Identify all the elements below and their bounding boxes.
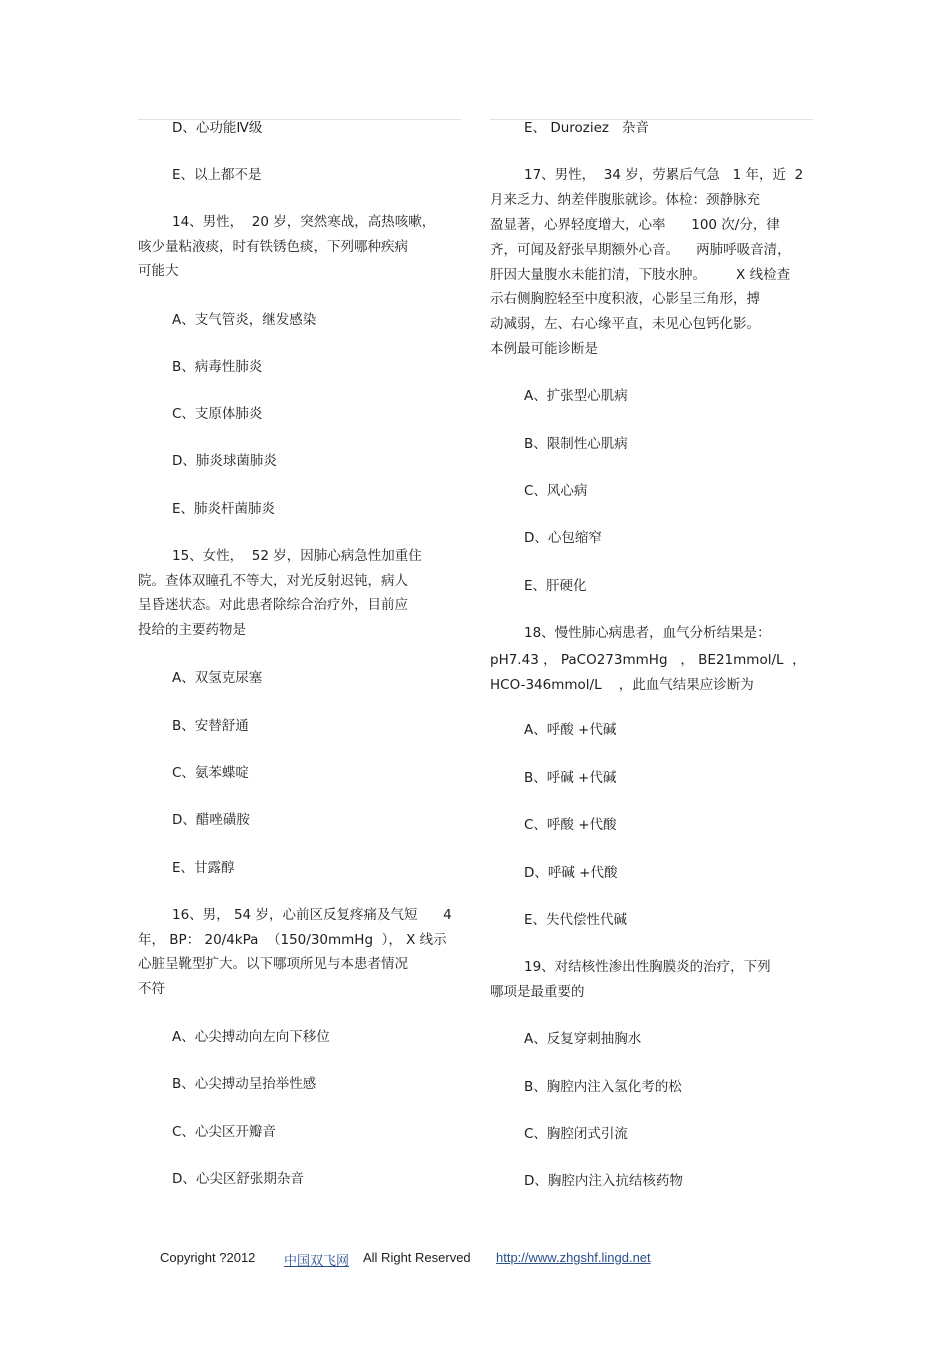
footer-site-link[interactable]: 中国双飞网 xyxy=(284,1253,350,1268)
q17-stem-line-3: 盈显著，心界轻度增大，心率 100 次/分，律 xyxy=(490,217,780,233)
q15-stem-line-4: 投给的主要药物是 xyxy=(138,622,246,638)
q16-option-b: B、心尖搏动呈抬举性感 xyxy=(172,1076,317,1092)
q15-option-e: E、甘露醇 xyxy=(172,860,235,876)
q16-stem-line-1: 16、男， 54 岁，心前区反复疼痛及气短 4 xyxy=(172,907,452,923)
q13-option-d: D、心功能Ⅳ级 xyxy=(172,120,263,136)
q19-option-a: A、反复穿刺抽胸水 xyxy=(524,1031,642,1047)
q19-option-d: D、胸腔内注入抗结核药物 xyxy=(524,1173,683,1189)
q16-option-c: C、心尖区开瓣音 xyxy=(172,1124,276,1140)
q15-stem-line-1: 15、女性， 52 岁，因肺心病急性加重住 xyxy=(172,548,422,564)
q17-stem-line-4: 齐，可闻及舒张早期额外心音。 两肺呼吸音清， xyxy=(490,242,791,258)
q19-stem-line-2: 哪项是最重要的 xyxy=(490,984,585,1000)
q18-option-a: A、呼酸 +代碱 xyxy=(524,722,617,738)
q17-option-a: A、扩张型心肌病 xyxy=(524,388,628,404)
q16-option-e: E、 Duroziez 杂音 xyxy=(524,120,649,136)
q15-option-d: D、醋唑磺胺 xyxy=(172,812,250,828)
q14-option-e: E、肺炎杆菌肺炎 xyxy=(172,501,276,517)
q13-option-e: E、以上都不是 xyxy=(172,167,262,183)
q18-stem-line-2: pH7.43 ， PaCO273mmHg ， BE21mmol/L ， xyxy=(490,652,806,668)
q18-stem-line-1: 18、慢性肺心病患者，血气分析结果是： xyxy=(524,625,771,641)
q19-option-c: C、胸腔闭式引流 xyxy=(524,1126,628,1142)
q14-option-a: A、支气管炎，继发感染 xyxy=(172,312,317,328)
q17-option-c: C、风心病 xyxy=(524,483,588,499)
q17-stem-line-5: 肝因大量腹水未能扪清，下肢水肿。 X 线检查 xyxy=(490,267,791,283)
q18-option-e: E、失代偿性代碱 xyxy=(524,912,628,928)
q15-stem-line-3: 呈昏迷状态。对此患者除综合治疗外，目前应 xyxy=(138,597,408,613)
q18-option-d: D、呼碱 +代酸 xyxy=(524,865,618,881)
q14-stem-line-1: 14、男性， 20 岁，突然寒战，高热咳嗽， xyxy=(172,214,436,230)
q16-stem-line-2: 年， BP： 20/4kPa （150/30mmHg ）， X 线示 xyxy=(138,932,447,948)
footer-copyright: Copyright ?2012 xyxy=(160,1250,256,1265)
q15-stem-line-2: 院。查体双瞳孔不等大，对光反射迟钝，病人 xyxy=(138,573,408,589)
q14-option-b: B、病毒性肺炎 xyxy=(172,359,263,375)
q19-stem-line-1: 19、对结核性渗出性胸膜炎的治疗，下列 xyxy=(524,959,771,975)
q17-stem-line-8: 本例最可能诊断是 xyxy=(490,341,598,357)
q17-stem-line-7: 动减弱，左、右心缘平直，未见心包钙化影。 xyxy=(490,316,760,332)
q16-stem-line-3: 心脏呈靴型扩大。以下哪项所见与本患者情况 xyxy=(138,956,408,972)
q17-stem-line-2: 月来乏力、纳差伴腹胀就诊。体检：颈静脉充 xyxy=(490,192,760,208)
q18-option-b: B、呼碱 +代碱 xyxy=(524,770,617,786)
footer-url-link[interactable]: http://www.zhgshf.lingd.net xyxy=(496,1250,651,1265)
q17-stem-line-6: 示右侧胸腔轻至中度积液，心影呈三角形，搏 xyxy=(490,291,760,307)
q15-option-a: A、双氢克尿塞 xyxy=(172,670,263,686)
q19-option-b: B、胸腔内注入氢化考的松 xyxy=(524,1079,682,1095)
q15-option-c: C、氨苯蝶啶 xyxy=(172,765,249,781)
q17-option-d: D、心包缩窄 xyxy=(524,530,602,546)
q17-option-e: E、肝硬化 xyxy=(524,578,587,594)
q15-option-b: B、安替舒通 xyxy=(172,718,249,734)
q18-stem-line-3: HCO-346mmol/L ，此血气结果应诊断为 xyxy=(490,677,754,693)
q17-option-b: B、限制性心肌病 xyxy=(524,436,628,452)
q14-option-c: C、支原体肺炎 xyxy=(172,406,263,422)
q18-option-c: C、呼酸 +代酸 xyxy=(524,817,617,833)
q14-stem-line-2: 咳少量粘液痰，时有铁锈色痰，下列哪种疾病 xyxy=(138,239,408,255)
q17-stem-line-1: 17、男性， 34 岁，劳累后气急 1 年，近 2 xyxy=(524,167,804,183)
q16-option-a: A、心尖搏动向左向下移位 xyxy=(172,1029,330,1045)
q16-stem-line-4: 不符 xyxy=(138,981,165,997)
q16-option-d: D、心尖区舒张期杂音 xyxy=(172,1171,304,1187)
footer-rights: All Right Reserved xyxy=(363,1250,471,1265)
q14-option-d: D、肺炎球菌肺炎 xyxy=(172,453,277,469)
q14-stem-line-3: 可能大 xyxy=(138,263,179,279)
